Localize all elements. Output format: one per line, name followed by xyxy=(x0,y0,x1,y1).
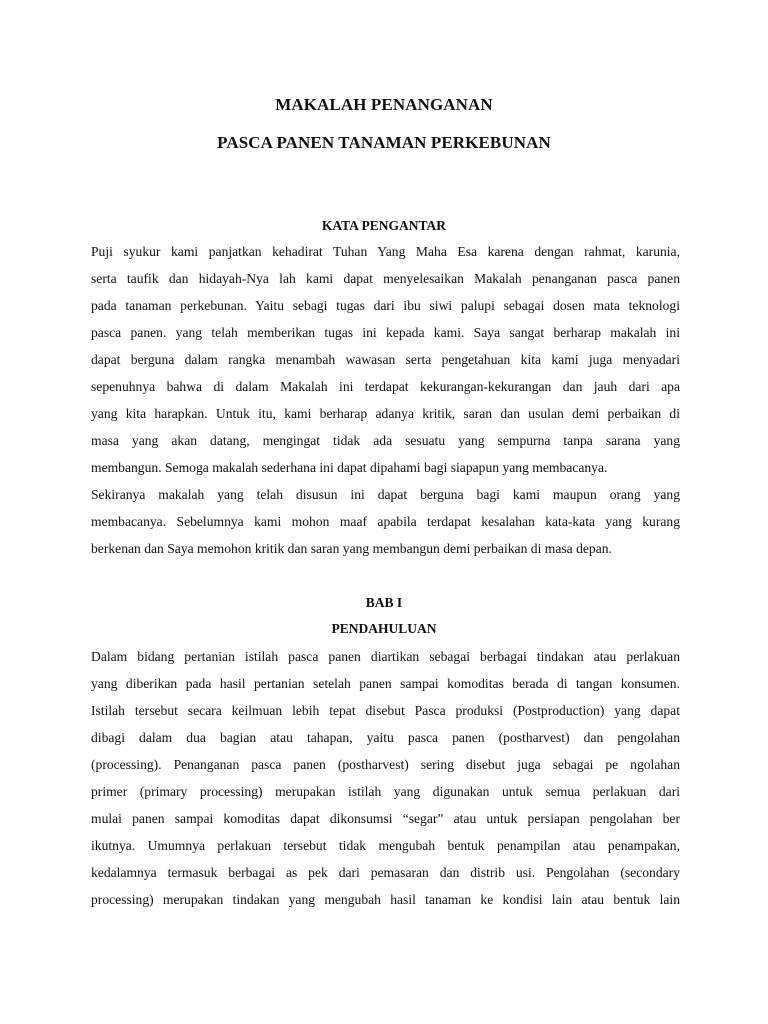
foreword-line: membacanya. Sebelumnya kami mohon maaf apabila terdapat kesalahan kata-kata yang kurang xyxy=(91,514,680,529)
document-title-line-2: PASCA PANEN TANAMAN PERKEBUNAN xyxy=(217,133,551,152)
chapter-line: processing) merupakan tindakan yang mengubah hasil tanaman ke kondisi lain atau bentuk lain xyxy=(91,892,680,907)
foreword-paragraph xyxy=(91,238,680,562)
foreword-line: pada tanaman perkebunan. Yaitu sebagi tugas dari ibu siwi palupi sebagai dosen mata teknologi xyxy=(91,298,680,313)
chapter-heading: PENDAHULUAN xyxy=(331,621,437,636)
foreword-line: masa yang akan datang, mengingat tidak ada sesuatu yang sempurna tanpa sarana yang xyxy=(91,433,680,448)
chapter-line: (processing). Penanganan pasca panen (postharvest) sering disebut juga sebagai pe ngolahan xyxy=(91,757,680,772)
chapter-number: BAB I xyxy=(365,595,403,610)
foreword-line: membangun. Semoga makalah sederhana ini dapat dipahami bagi siapapun yang membacanya. xyxy=(91,460,608,475)
foreword-line: Sekiranya makalah yang telah disusun ini dapat berguna bagi kami maupun orang yang xyxy=(91,487,680,502)
document-title-line-1: MAKALAH PENANGANAN xyxy=(275,95,493,114)
foreword-line: serta taufik dan hidayah-Nya lah kami dapat menyelesaikan Makalah penanganan pasca panen xyxy=(91,271,680,286)
foreword-line: pasca panen. yang telah memberikan tugas ini kepada kami. Saya sangat berharap makalah ini xyxy=(91,325,680,340)
chapter-line: primer (primary processing) merupakan istilah yang digunakan untuk semua perlakuan dari xyxy=(91,784,680,799)
foreword-heading: KATA PENGANTAR xyxy=(321,218,447,233)
foreword-line: sepenuhnya bahwa di dalam Makalah ini terdapat kekurangan-kekurangan dan jauh dari apa xyxy=(91,379,680,394)
chapter-line: yang diberikan pada hasil pertanian setelah panen sampai komoditas berada di tangan konsumen. xyxy=(91,676,680,691)
chapter-paragraph xyxy=(91,643,680,913)
foreword-line: berkenan dan Saya memohon kritik dan saran yang membangun demi perbaikan di masa depan. xyxy=(91,541,612,556)
chapter-line: Istilah tersebut secara keilmuan lebih tepat disebut Pasca produksi (Postproduction) yang dapat xyxy=(91,703,680,718)
chapter-line: mulai panen sampai komoditas dapat dikonsumsi “segar” atau untuk persiapan pengolahan ber xyxy=(91,811,680,826)
foreword-line: dapat berguna dalam rangka menambah wawasan serta pengetahuan kita kami juga menyadari xyxy=(91,352,680,367)
foreword-line: yang kita harapkan. Untuk itu, kami berharap adanya kritik, saran dan usulan demi perbaikan di xyxy=(91,406,680,421)
chapter-line: dibagi dalam dua bagian atau tahapan, yaitu pasca panen (postharvest) dan pengolahan xyxy=(91,730,680,745)
foreword-line: Puji syukur kami panjatkan kehadirat Tuhan Yang Maha Esa karena dengan rahmat, karunia, xyxy=(91,244,680,259)
chapter-line: ikutnya. Umumnya perlakuan tersebut tidak mengubah bentuk penampilan atau penampakan, xyxy=(91,838,680,853)
chapter-line: kedalamnya termasuk berbagai as pek dari pemasaran dan distrib usi. Pengolahan (secondary xyxy=(91,865,680,880)
chapter-line: Dalam bidang pertanian istilah pasca panen diartikan sebagai berbagai tindakan atau perlakuan xyxy=(91,649,680,664)
